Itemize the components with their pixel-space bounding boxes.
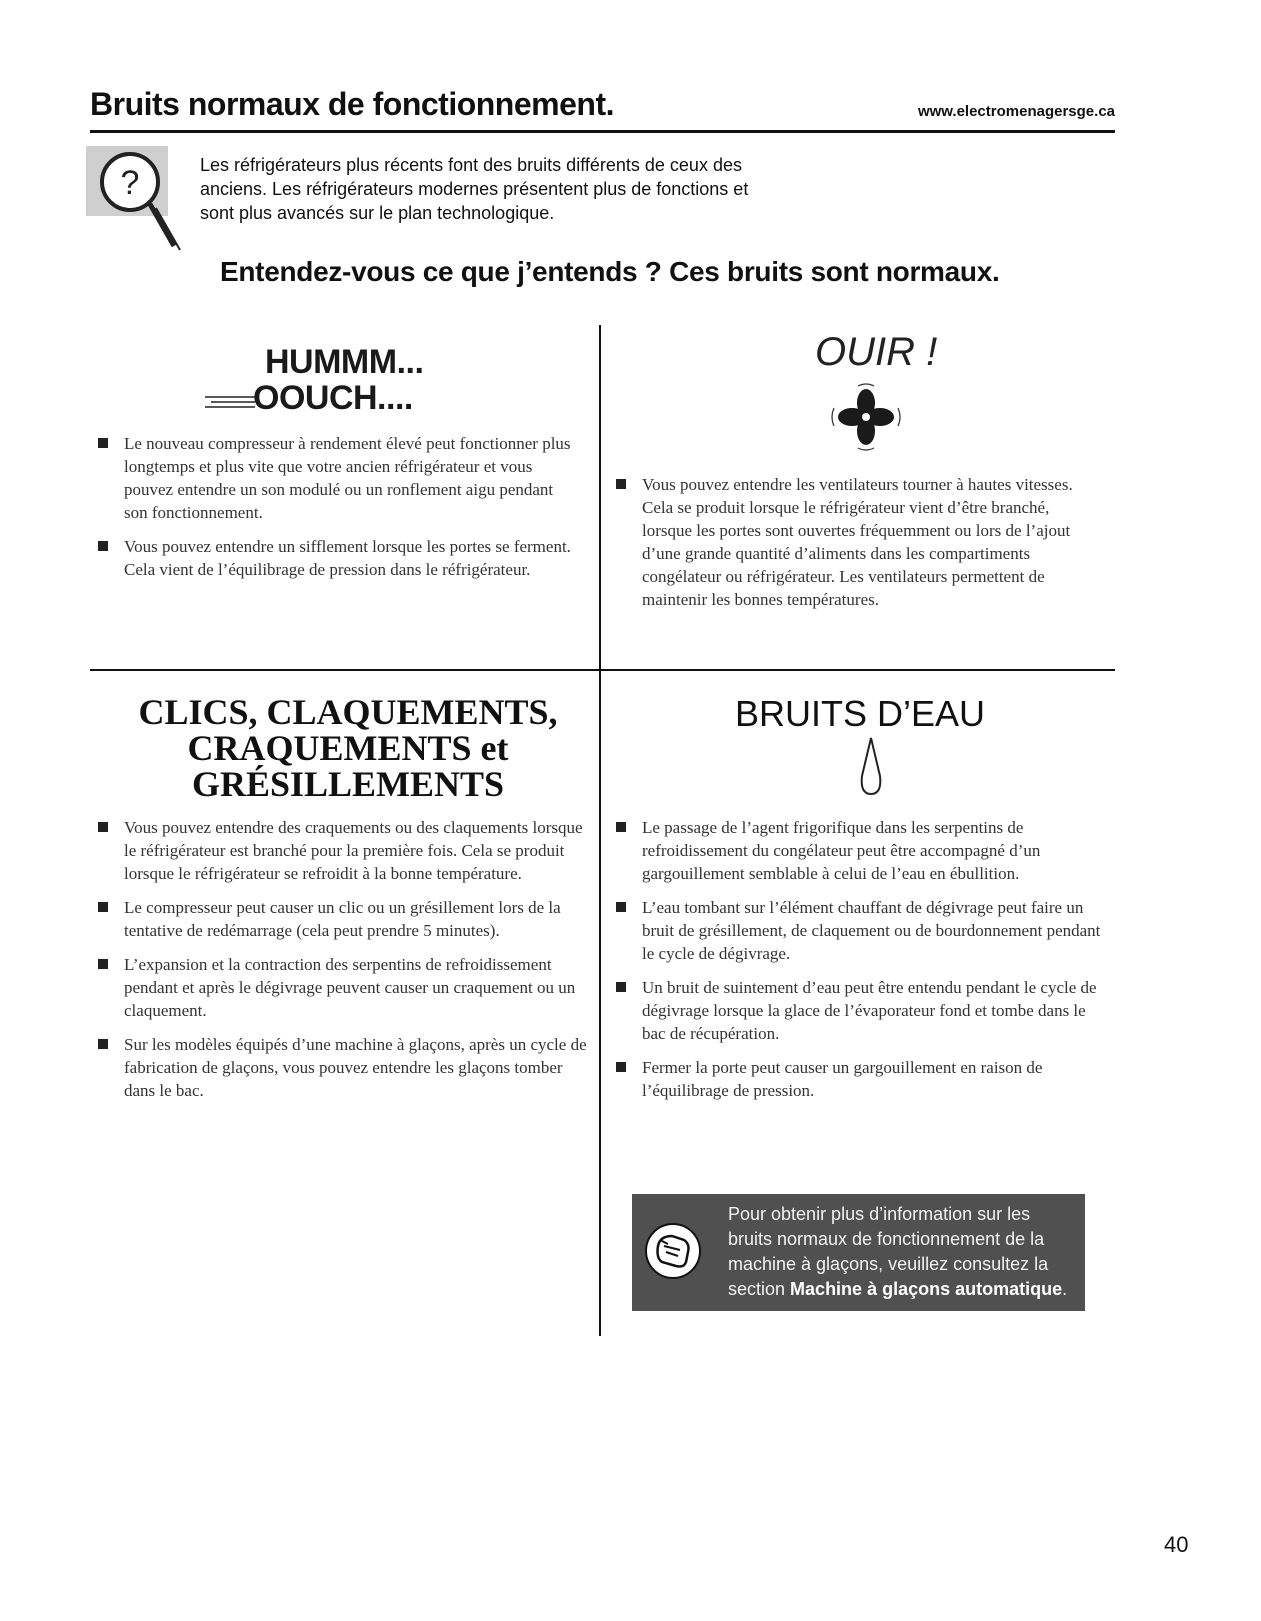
hummm-title-line2: OOUCH.... [253, 379, 413, 417]
bullet-square-icon [98, 1039, 108, 1049]
ice-maker-icon [644, 1222, 702, 1280]
bullet-square-icon [98, 438, 108, 448]
bullet-square-icon [98, 541, 108, 551]
section-subtitle: Entendez-vous ce que j’entends ? Ces bruits sont normaux. [220, 256, 1000, 287]
list-item: Le compresseur peut causer un clic ou un grésillement lors de la tentative de redémarrage (cela peut prendre 5 minutes). [92, 896, 592, 942]
bullet-square-icon [616, 982, 626, 992]
bullet-square-icon [98, 959, 108, 969]
list-item: Un bruit de suintement d’eau peut être entendu pendant le cycle de dégivrage lorsque la glace de l’évaporateur fond et tombe dans le bac de récupération. [610, 976, 1110, 1045]
page-number: 40 [1164, 1532, 1189, 1557]
eau-title: BRUITS D’EAU [734, 693, 986, 734]
ice-maker-info-box [632, 1194, 1085, 1311]
list-item: L’eau tombant sur l’élément chauffant de dégivrage peut faire un bruit de grésillement, de claquement ou de bourdonnement pendant le cycle de dégivrage. [610, 896, 1110, 965]
clics-title: CLICS, CLAQUEMENTS, CRAQUEMENTS et GRÉSILLEMENTS [138, 692, 558, 804]
list-item: Fermer la porte peut causer un gargouillement en raison de l’équilibrage de pression. [610, 1056, 1110, 1102]
ouir-list [610, 473, 1080, 622]
column-divider-top [599, 325, 601, 670]
ice-maker-section-link[interactable]: Machine à glaçons automatique [790, 1279, 1063, 1299]
water-drop-icon [858, 736, 884, 796]
list-item: Vous pouvez entendre les ventilateurs tourner à hautes vitesses. Cela se produit lorsque le réfrigérateur vient d’être branché, lorsque les portes sont ouvertes fréquemment ou lors de l’ajout d’une grande quantité d’aliments dans les compartiments congélateur ou réfrigérateur. Les ventilateurs permettent de maintenir les bonnes températures. [610, 473, 1080, 611]
website-url[interactable]: www.electromenagersge.ca [917, 103, 1115, 120]
bullet-square-icon [616, 479, 626, 489]
ouir-title: OUIR ! [815, 330, 938, 374]
bullet-square-icon [616, 822, 626, 832]
list-item: Sur les modèles équipés d’une machine à glaçons, après un cycle de fabrication de glaçons, vous pouvez entendre les glaçons tomber dans le bac. [92, 1033, 592, 1102]
list-item: L’expansion et la contraction des serpentins de refroidissement pendant et après le dégivrage peuvent causer un craquement ou un claquement. [92, 953, 592, 1022]
list-item: Le nouveau compresseur à rendement élevé peut fonctionner plus longtemps et plus vite que votre ancien réfrigérateur et vous pouvez entendre un son modulé ou un ronflement aigu pendant son fonctionnement. [92, 432, 572, 524]
bullet-square-icon [98, 822, 108, 832]
column-divider-bottom [599, 671, 601, 1336]
hummm-list [92, 432, 572, 592]
bullet-square-icon [616, 1062, 626, 1072]
list-item: Le passage de l’agent frigorifique dans les serpentins de refroidissement du congélateur peut être accompagné d’un gargouillement semblable à celui de l’eau en ébullition. [610, 816, 1110, 885]
motion-lines-icon [205, 393, 255, 413]
bullet-square-icon [98, 902, 108, 912]
list-item: Vous pouvez entendre un sifflement lorsque les portes se ferment. Cela vient de l’équilibrage de pression dans le réfrigérateur. [92, 535, 572, 581]
clics-list [92, 816, 592, 1113]
bullet-square-icon [616, 902, 626, 912]
page-title: Bruits normaux de fonctionnement. [90, 86, 614, 122]
intro-text: Les réfrigérateurs plus récents font des bruits différents de ceux des anciens. Les réfrigérateurs modernes présentent plus de fonctions et sont plus avancés sur le plan technologique. [200, 155, 749, 223]
eau-list [610, 816, 1110, 1113]
hummm-title-line1: HUMMM... [265, 343, 424, 381]
svg-text:?: ? [120, 164, 140, 202]
list-item: Vous pouvez entendre des craquements ou des claquements lorsque le réfrigérateur est branché pour la première fois. Cela se produit lorsque le réfrigérateur se refroidit à la bonne température. [92, 816, 592, 885]
question-magnifier-icon [86, 146, 186, 264]
row-divider [90, 669, 1115, 671]
fan-icon [828, 382, 904, 452]
header-rule [90, 130, 1115, 133]
info-box-text: Pour obtenir plus d’information sur les bruits normaux de fonctionnement de la machine à glaçons, veuillez consultez la section Machine à glaçons automatique. [728, 1204, 1068, 1299]
